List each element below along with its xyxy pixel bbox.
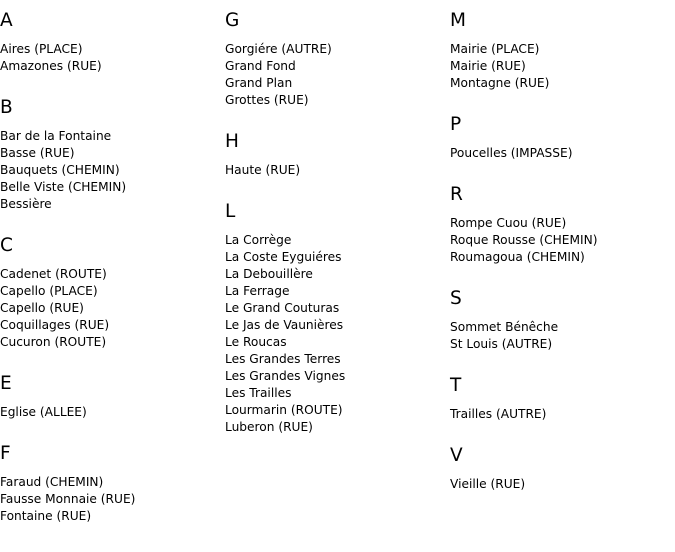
letter-group-g (225, 11, 449, 109)
street-list (450, 41, 674, 92)
street-item[interactable]: Capello (RUE) (0, 301, 84, 315)
street-list (0, 41, 224, 75)
letter-group-h (225, 132, 449, 179)
street-item[interactable]: Poucelles (IMPASSE) (450, 146, 573, 160)
street-list (450, 476, 674, 493)
street-item[interactable]: Luberon (RUE) (225, 420, 313, 434)
street-list (225, 162, 449, 179)
street-item[interactable]: La Corrège (225, 233, 292, 247)
street-item[interactable]: Vieille (RUE) (450, 477, 526, 491)
street-list (450, 145, 674, 162)
section-letter: T (450, 375, 462, 396)
street-item[interactable]: Eglise (ALLEE) (0, 405, 87, 419)
letter-group-p (450, 115, 674, 162)
letter-group-l (225, 202, 449, 436)
street-list (0, 474, 224, 525)
section-letter: B (0, 97, 13, 118)
street-item[interactable]: Mairie (RUE) (450, 59, 526, 73)
street-item[interactable]: Bar de la Fontaine (0, 129, 112, 143)
street-item[interactable]: Amazones (RUE) (0, 59, 102, 73)
street-item[interactable]: Aires (PLACE) (0, 42, 83, 56)
street-item[interactable]: Les Trailles (225, 386, 292, 400)
street-item[interactable]: La Ferrage (225, 284, 290, 298)
street-index-column-3 (450, 0, 674, 493)
street-item[interactable]: Bauquets (CHEMIN) (0, 163, 120, 177)
letter-group-v (450, 446, 674, 493)
section-letter: G (225, 10, 240, 31)
letter-group-f (0, 444, 224, 525)
section-letter: H (225, 131, 239, 152)
street-item[interactable]: Gorgiére (AUTRE) (225, 42, 332, 56)
street-item[interactable]: Basse (RUE) (0, 146, 75, 160)
street-item[interactable]: Les Grandes Terres (225, 352, 341, 366)
letter-group-s (450, 289, 674, 353)
street-item[interactable]: Le Grand Couturas (225, 301, 340, 315)
letter-group-m (450, 11, 674, 92)
street-item[interactable]: Bessière (0, 197, 52, 211)
street-item[interactable]: Cadenet (ROUTE) (0, 267, 107, 281)
street-list (450, 319, 674, 353)
street-item[interactable]: Coquillages (RUE) (0, 318, 110, 332)
section-letter: F (0, 443, 11, 464)
street-item[interactable]: Les Grandes Vignes (225, 369, 346, 383)
street-item[interactable]: Cucuron (ROUTE) (0, 335, 107, 349)
street-item[interactable]: Grand Fond (225, 59, 296, 73)
street-list (450, 215, 674, 266)
street-list (0, 404, 224, 421)
street-item[interactable]: Belle Viste (CHEMIN) (0, 180, 127, 194)
letter-group-t (450, 376, 674, 423)
section-letter: M (450, 10, 466, 31)
street-item[interactable]: Le Roucas (225, 335, 287, 349)
street-item[interactable]: Sommet Bénêche (450, 320, 559, 334)
street-item[interactable]: Trailles (AUTRE) (450, 407, 547, 421)
street-item[interactable]: Grottes (RUE) (225, 93, 309, 107)
letter-group-b (0, 98, 224, 213)
street-item[interactable]: La Coste Eyguiéres (225, 250, 342, 264)
street-list (225, 232, 449, 436)
street-list (0, 128, 224, 213)
street-list (0, 266, 224, 351)
street-item[interactable]: Haute (RUE) (225, 163, 301, 177)
street-item[interactable]: Le Jas de Vaunières (225, 318, 344, 332)
section-letter: C (0, 235, 13, 256)
street-item[interactable]: Lourmarin (ROUTE) (225, 403, 343, 417)
street-item[interactable]: Faraud (CHEMIN) (0, 475, 104, 489)
section-letter: A (0, 10, 13, 31)
section-letter: S (450, 288, 462, 309)
street-item[interactable]: Mairie (PLACE) (450, 42, 540, 56)
street-list (225, 41, 449, 109)
street-item[interactable]: Fausse Monnaie (RUE) (0, 492, 136, 506)
street-item[interactable]: Roumagoua (CHEMIN) (450, 250, 585, 264)
street-item[interactable]: Rompe Cuou (RUE) (450, 216, 567, 230)
street-item[interactable]: Montagne (RUE) (450, 76, 550, 90)
street-item[interactable]: Roque Rousse (CHEMIN) (450, 233, 598, 247)
letter-group-r (450, 185, 674, 266)
section-letter: R (450, 184, 463, 205)
street-item[interactable]: Grand Plan (225, 76, 293, 90)
section-letter: V (450, 445, 463, 466)
section-letter: L (225, 201, 236, 222)
section-letter: E (0, 373, 12, 394)
street-item[interactable]: St Louis (AUTRE) (450, 337, 553, 351)
street-item[interactable]: La Debouillère (225, 267, 313, 281)
section-letter: P (450, 114, 462, 135)
letter-group-c (0, 236, 224, 351)
street-index-column-2 (225, 0, 449, 436)
street-list (450, 406, 674, 423)
street-item[interactable]: Capello (PLACE) (0, 284, 98, 298)
street-index-column-1 (0, 0, 224, 525)
street-item[interactable]: Fontaine (RUE) (0, 509, 92, 523)
letter-group-e (0, 374, 224, 421)
letter-group-a (0, 11, 224, 75)
